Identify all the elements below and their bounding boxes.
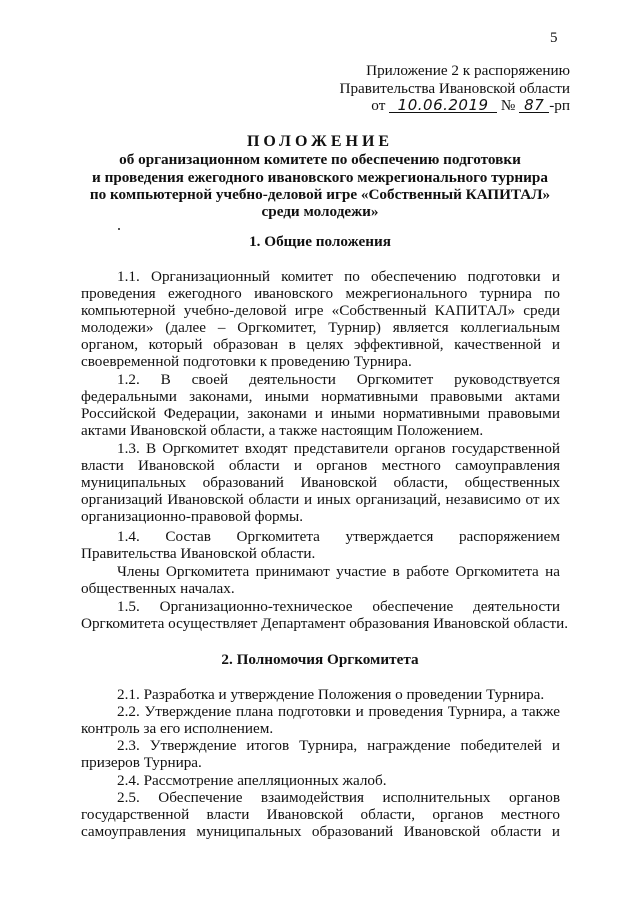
paragraph-line: 2.1. Разработка и утверждение Положения о проведении Турнира. (117, 686, 545, 703)
paragraph-line: организаций Ивановской области и иных организаций, независимо от их (81, 491, 560, 509)
paragraph-2-2 (81, 703, 560, 737)
paragraph-line: 1.3. В Оргкомитет входят представители органов государственной (117, 440, 560, 457)
attachment-number-label: № (500, 97, 516, 114)
paragraph-line: Оргкомитета осуществляет Департамент образования Ивановской области. (81, 615, 569, 633)
paragraph-1-5 (81, 598, 569, 633)
attachment-from-label: от (371, 97, 386, 114)
paragraph-line: муниципальных образований Ивановской области, общественных (81, 474, 560, 492)
attachment-line-3 (320, 97, 570, 114)
scan-speck (118, 228, 120, 230)
paragraph-line: власти Ивановской области и органов местного самоуправления (81, 457, 560, 475)
paragraph-line: проведения ежегодного ивановского межрегионального турнира по (81, 285, 560, 303)
attachment-line-1: Приложение 2 к распоряжению (366, 62, 570, 79)
paragraph-line: молодежи» (далее – Оргкомитет, Турнир) является коллегиальным (81, 319, 560, 337)
paragraph-line: общественных началах. (81, 580, 235, 598)
document-subtitle-line-3: по компьютерной учебно-деловой игре «Собственный КАПИТАЛ» (89, 186, 551, 203)
paragraph-line: 2.2. Утверждение плана подготовки и проведения Турнира, а также (117, 703, 560, 720)
paragraph-2-1 (81, 686, 560, 703)
attachment-number: 87 (519, 98, 549, 113)
paragraph-1-2 (81, 371, 560, 439)
paragraph-line: государственной власти Ивановской области, органов местного (81, 806, 560, 824)
paragraph-line: самоуправления муниципальных образований Ивановской области и (81, 823, 560, 841)
section-1-heading: 1. Общие положения (249, 233, 391, 250)
attachment-line-2: Правительства Ивановской области (339, 80, 570, 97)
paragraph-line: 1.5. Организационно-техническое обеспечение деятельности (117, 598, 560, 615)
paragraph-1-1 (81, 268, 560, 371)
paragraph-line: своевременной подготовки к проведению Турнира. (81, 353, 412, 371)
paragraph-2-4 (81, 772, 560, 789)
attachment-date: 10.06.2019 (389, 98, 497, 113)
paragraph-1-3 (81, 440, 560, 525)
paragraph-line: федеральными законами, иными нормативными правовыми актами (81, 388, 560, 406)
paragraph-line: компьютерной учебно-деловой игре «Собственный КАПИТАЛ» среди (81, 302, 560, 320)
paragraph-line: 1.4. Состав Оргкомитета утверждается распоряжением (117, 528, 560, 545)
paragraph-line: организационно-правовой формы. (81, 508, 304, 526)
paragraph-line: 2.4. Рассмотрение апелляционных жалоб. (117, 772, 387, 789)
paragraph-line: Российской Федерации, законами и иными нормативными правовыми (81, 405, 560, 423)
document-title: ПОЛОЖЕНИЕ (246, 133, 394, 150)
paragraph-line: 1.1. Организационный комитет по обеспечению подготовки и (117, 268, 560, 285)
paragraph-line: 2.3. Утверждение итогов Турнира, награждение победителей и (117, 737, 560, 754)
document-subtitle-line-2: и проведения ежегодного ивановского межрегионального турнира (92, 169, 548, 186)
paragraph-2-3 (81, 737, 560, 771)
paragraph-2-5 (81, 789, 560, 840)
paragraph-line: актами Ивановской области, а также настоящим Положением. (81, 422, 484, 440)
paragraph-line: 2.5. Обеспечение взаимодействия исполнительных органов (117, 789, 560, 806)
paragraph-line: Правительства Ивановской области. (81, 545, 316, 563)
paragraph-line: призеров Турнира. (81, 754, 202, 772)
paragraph-line: 1.2. В своей деятельности Оргкомитет руководствуется (117, 371, 560, 388)
paragraph-line: Члены Оргкомитета принимают участие в работе Оргкомитета на (117, 563, 560, 580)
paragraph-line: контроль за его исполнением. (81, 720, 274, 738)
paragraph-line: органом, который образован в целях эффективной, качественной и (81, 336, 560, 354)
document-subtitle-line-4: среди молодежи» (261, 203, 379, 220)
section-2-heading: 2. Полномочия Оргкомитета (221, 651, 419, 668)
attachment-suffix: -рп (549, 97, 570, 114)
document-subtitle-line-1: об организационном комитете по обеспечению подготовки (119, 151, 521, 168)
page-number: 5 (550, 30, 558, 46)
paragraph-1-4-members (81, 563, 560, 597)
paragraph-1-4 (81, 528, 560, 562)
